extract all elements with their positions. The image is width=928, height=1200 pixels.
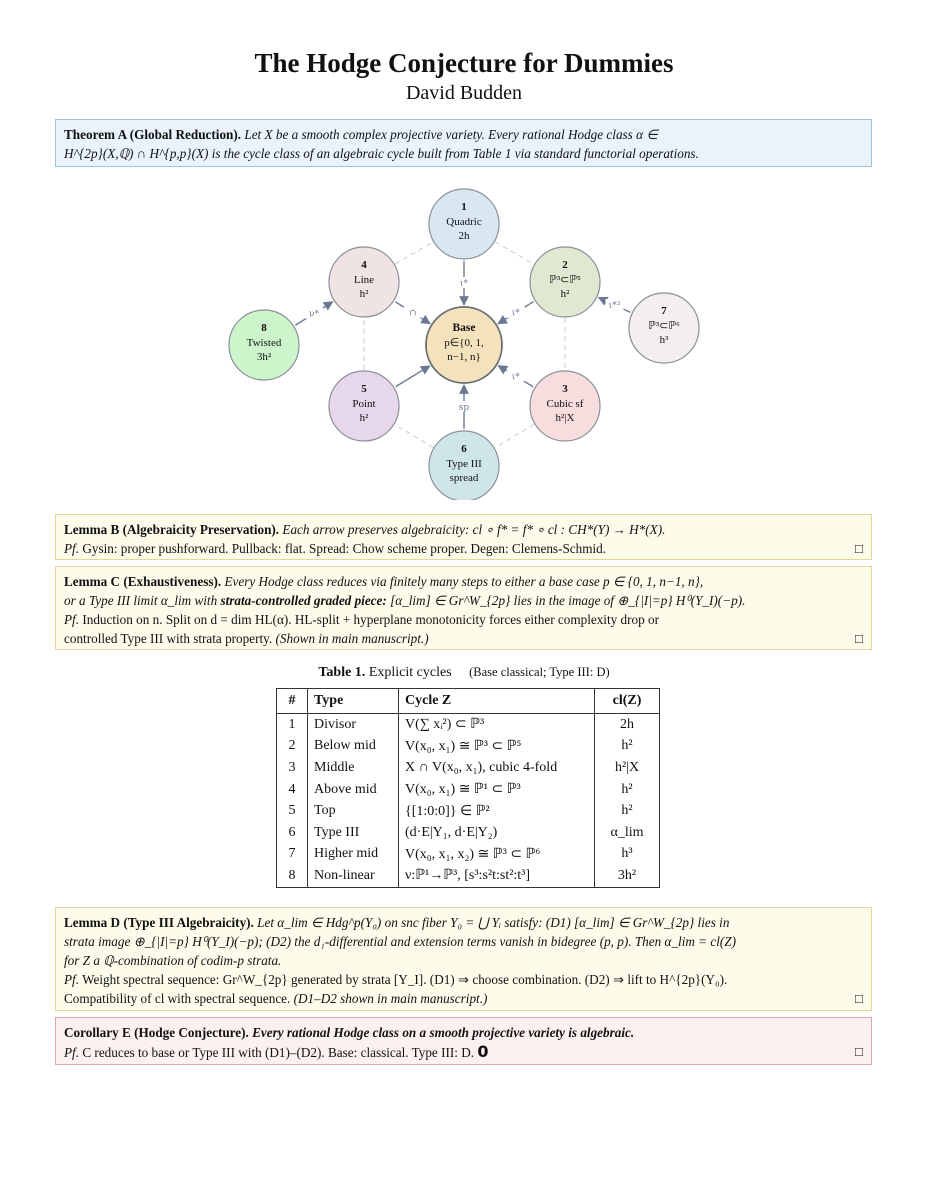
- node-type-iii-spread: [429, 431, 499, 500]
- node-label: Point: [352, 398, 376, 410]
- author-name: David Budden: [405, 82, 523, 104]
- base-title: Base: [452, 322, 476, 334]
- table-cell: 4: [277, 779, 308, 801]
- node-class: spread: [449, 472, 479, 484]
- corollary-e-proof: C reduces to base or Type III with (D1)–(D2). Base: classical. Type III: D.: [82, 1045, 475, 1060]
- table-cell: 6: [277, 822, 308, 844]
- table-row: [277, 736, 660, 758]
- table-cell: {[1:0:0]} ∈ ℙ²: [399, 800, 595, 822]
- line-edge-label: ∩: [408, 308, 417, 319]
- table-cell: Below mid: [308, 736, 399, 758]
- node-p3-in-p6: [629, 293, 699, 363]
- lemma-c-line1: Every Hodge class reduces via finitely many steps to either a base case p ∈ {0, 1, n−1, n},: [224, 574, 704, 589]
- node-p3-in-p5: [530, 247, 600, 317]
- table-cell: V(x₀, x₁, x₂) ≅ ℙ³ ⊂ ℙ⁶: [399, 844, 595, 866]
- table-cell: 3: [277, 757, 308, 779]
- table-cell: Top: [308, 800, 399, 822]
- theorem-a-box: [55, 119, 872, 167]
- table-row: [277, 714, 660, 736]
- theorem-a-heading: Theorem A (Global Reduction).: [64, 127, 242, 142]
- lemma-d-line2: strata image ⊕_{|I|=p} H⁰(Y_I)(−p); (D2) the d₁-differential and extension terms vanish in bidegree (p, p). Then α_lim = cl(Z): [64, 934, 737, 949]
- lemma-b-proof: Gysin: proper pushforward. Pullback: flat. Spread: Chow scheme proper. Degen: Clemens-Schmid.: [82, 541, 607, 556]
- node-class: 3h²: [256, 351, 272, 363]
- node-label: Cubic sf: [546, 398, 584, 410]
- table-cell: 1: [277, 714, 308, 736]
- node-number: 2: [562, 259, 568, 271]
- table-cell: Above mid: [308, 779, 399, 801]
- theorem-a-line1: Let X be a smooth complex projective variety. Every rational Hodge class α ∈: [244, 127, 658, 142]
- theorem-a-line2: H^{2p}(X,ℚ) ∩ H^{p,p}(X) is the cycle class of an algebraic cycle built from Table 1 via standard functorial operations.: [64, 146, 699, 161]
- lemma-b-box: [55, 514, 872, 560]
- table-row: [277, 800, 660, 822]
- lemma-d-box: [55, 907, 872, 1011]
- node-number: 5: [361, 383, 367, 395]
- table-cell: 8: [277, 865, 308, 887]
- node-number: 8: [261, 322, 267, 334]
- lemma-b-heading: Lemma B (Algebraicity Preservation).: [64, 522, 280, 537]
- table-caption: [0, 665, 928, 681]
- node-class: h²: [359, 412, 369, 424]
- table-caption-label: Table 1.: [318, 665, 366, 680]
- table-cell: h²|X: [595, 757, 660, 779]
- node-number: 6: [461, 443, 467, 455]
- lemma-c-proof3: (Shown in main manuscript.): [275, 631, 429, 646]
- lemma-c-line2a: or a Type III limit α_lim with: [64, 593, 218, 608]
- lemma-d-proof1: Weight spectral sequence: Gr^W_{2p} generated by strata [Y_I]. (D1) ⇒ choose combination. (D2) ⇒ lift to H^{2p}(Y₀).: [82, 972, 728, 987]
- table-cell: 2: [277, 736, 308, 758]
- table-cell: 2h: [595, 714, 660, 736]
- node-number: 3: [562, 383, 568, 395]
- node-class: h²: [359, 288, 369, 300]
- node-line: [329, 247, 399, 317]
- table-header-cell: Type: [308, 689, 399, 714]
- table-cell: h²: [595, 800, 660, 822]
- table-cell: V(∑ xᵢ²) ⊂ ℙ³: [399, 714, 595, 736]
- qed-symbol: □: [855, 1044, 863, 1059]
- node-number: 7: [661, 305, 667, 317]
- point-edge-arrow: [396, 366, 430, 387]
- lemma-d-pf-label: Pf.: [64, 972, 80, 987]
- lemma-c-heading: Lemma C (Exhaustiveness).: [64, 574, 222, 589]
- lemma-c-box: [55, 566, 872, 650]
- table-cell: Higher mid: [308, 844, 399, 866]
- node-quadric: [429, 189, 499, 259]
- node-class: h²|X: [555, 412, 575, 424]
- corollary-e-box: [55, 1017, 872, 1065]
- node-class: h³: [659, 334, 669, 346]
- table-caption-text: Explicit cycles: [368, 665, 452, 680]
- table-cell: h³: [595, 844, 660, 866]
- quadric-edge-label: ι*: [459, 279, 469, 289]
- table-header-cell: Cycle Z: [399, 689, 595, 714]
- lemma-c-line2c: [α_lim] ∈ Gr^W_{2p} lies in the image of ⊕_{|I|=p} H⁰(Y_I)(−p).: [390, 593, 746, 608]
- table-cell: Middle: [308, 757, 399, 779]
- table-cell: 7: [277, 844, 308, 866]
- node-label: Line: [353, 274, 375, 286]
- table-cell: Type III: [308, 822, 399, 844]
- qed-symbol: □: [855, 541, 863, 556]
- node-twisted: [229, 310, 299, 380]
- node-number: 1: [461, 201, 467, 213]
- table-cell: h²: [595, 779, 660, 801]
- node-number: 4: [361, 259, 367, 271]
- handwritten-zero-mark: 0: [477, 1042, 489, 1061]
- lemma-d-line3: for Z a ℚ-combination of codim-p strata.: [64, 953, 282, 968]
- table-cell: V(x₀, x₁) ≅ ℙ³ ⊂ ℙ⁵: [399, 736, 595, 758]
- node-point: [329, 371, 399, 441]
- lemma-c-proof1: Induction on n. Split on d = dim HL(α). HL-split + hyperplane monotonicity forces either complexity drop or: [82, 612, 659, 627]
- qed-symbol: □: [855, 991, 863, 1006]
- table-caption-note: (Base classical; Type III: D): [469, 665, 610, 679]
- node-base: [426, 307, 502, 383]
- p3p6-edge-label: ι*³: [608, 301, 621, 311]
- reduction-diagram: [0, 180, 928, 500]
- qed-symbol: □: [855, 631, 863, 646]
- table-cell: V(x₀, x₁) ≅ ℙ¹ ⊂ ℙ³: [399, 779, 595, 801]
- table-cell: Divisor: [308, 714, 399, 736]
- lemma-b-statement: Each arrow preserves algebraicity: cl ∘ f* = f* ∘ cl : CH*(Y) → H*(X).: [282, 522, 666, 537]
- twisted-edge-label: ν*: [309, 309, 319, 320]
- lemma-c-line2b: strata-controlled graded piece:: [220, 593, 387, 608]
- table-header-row: [277, 689, 660, 714]
- type3-edge-label: sp: [458, 403, 470, 413]
- corollary-e-heading: Corollary E (Hodge Conjecture).: [64, 1025, 249, 1040]
- table-cell: ν:ℙ¹→ℙ³, [s³:s²t:st²:t³]: [399, 865, 595, 887]
- base-label: n−1, n}: [447, 351, 481, 363]
- lemma-d-proof3: (D1–D2 shown in main manuscript.): [293, 991, 488, 1006]
- base-label: p∈{0, 1,: [444, 337, 484, 349]
- lemma-c-proof2: controlled Type III with strata property.: [64, 631, 273, 646]
- corollary-e-statement: Every rational Hodge class on a smooth projective variety is algebraic.: [252, 1025, 635, 1040]
- table-cell: (d·E|Y₁, d·E|Y₂): [399, 822, 595, 844]
- node-class: 2h: [458, 230, 470, 242]
- table-cell: h²: [595, 736, 660, 758]
- table-header-cell: cl(Z): [595, 689, 660, 714]
- table-header-cell: #: [277, 689, 308, 714]
- p3p5-edge-label: ι*: [511, 308, 520, 319]
- table-row: [277, 865, 660, 887]
- node-label: Twisted: [246, 337, 282, 349]
- node-label: ℙ³⊂ℙ⁶: [648, 320, 680, 332]
- table-row: [277, 757, 660, 779]
- lemma-d-line1: Let α_lim ∈ Hdg^p(Y₀) on snc fiber Y₀ = ⋃ Yᵢ satisfy: (D1) [α_lim] ∈ Gr^W_{2p} lies in: [257, 915, 730, 930]
- node-label: Type III: [446, 458, 482, 470]
- table-row: [277, 844, 660, 866]
- node-cubic-surface: [530, 371, 600, 441]
- table-cell: Non-linear: [308, 865, 399, 887]
- table-row: [277, 822, 660, 844]
- lemma-d-heading: Lemma D (Type III Algebraicity).: [64, 915, 254, 930]
- node-class: h²: [560, 288, 570, 300]
- lemma-d-proof2: Compatibility of cl with spectral sequence.: [64, 991, 291, 1006]
- paper-title: The Hodge Conjecture for Dummies: [254, 48, 674, 78]
- table-cell: α_lim: [595, 822, 660, 844]
- corollary-e-pf-label: Pf.: [64, 1045, 80, 1060]
- cycles-table: [276, 688, 660, 888]
- cubic-edge-label: ι*: [511, 372, 520, 383]
- table-cell: 3h²: [595, 865, 660, 887]
- table-cell: X ∩ V(x₀, x₁), cubic 4-fold: [399, 757, 595, 779]
- lemma-c-pf-label: Pf.: [64, 612, 80, 627]
- table-row: [277, 779, 660, 801]
- lemma-b-pf-label: Pf.: [64, 541, 80, 556]
- table-cell: 5: [277, 800, 308, 822]
- node-label: Quadric: [446, 216, 482, 228]
- node-label: ℙ³⊂ℙ⁵: [549, 274, 581, 286]
- diagram-nodes: [229, 189, 699, 500]
